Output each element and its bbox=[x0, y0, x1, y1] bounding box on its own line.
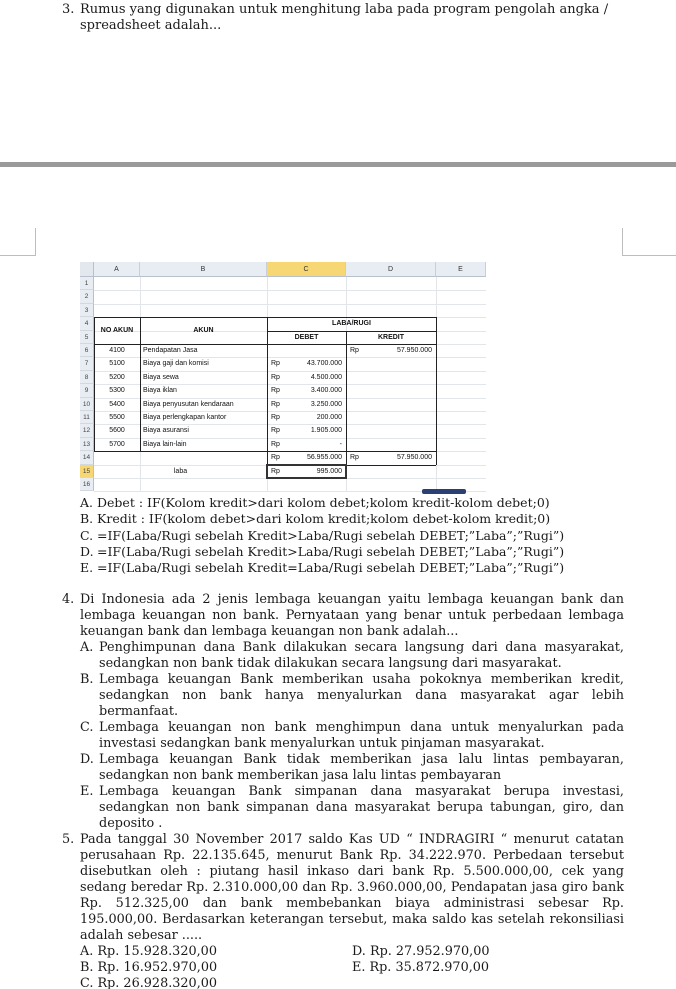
kredit-amount bbox=[366, 438, 432, 451]
option-letter: C. bbox=[80, 527, 94, 543]
total-debet: 56.955.000 bbox=[306, 454, 342, 462]
row-header-2: 2 bbox=[80, 290, 94, 303]
row-header-7: 7 bbox=[80, 357, 94, 370]
table-border bbox=[267, 331, 436, 332]
option-a[interactable]: A. Rp. 15.928.320,00 bbox=[80, 944, 217, 959]
crop-mark-left bbox=[0, 228, 36, 256]
kredit-currency: Rp bbox=[350, 347, 359, 354]
kredit-amount bbox=[366, 424, 432, 437]
debet-currency: Rp bbox=[271, 427, 280, 435]
total-kredit-currency: Rp bbox=[350, 454, 359, 462]
question-stem: Di Indonesia ada 2 jenis lembaga keuangan yaitu lembaga keuangan bank dan lembaga keuangan non bank. Pernyataan yang benar untuk perbedaan lembaga keuangan bank dan lembaga keuangan non bank adalah... bbox=[80, 592, 624, 639]
account-name: Biaya penyusutan kendaraan bbox=[143, 400, 234, 408]
debet-amount bbox=[287, 344, 342, 357]
question-3-header bbox=[62, 2, 642, 34]
option-c[interactable] bbox=[80, 528, 640, 544]
kredit-amount bbox=[366, 411, 432, 424]
account-number: 5100 bbox=[109, 360, 125, 368]
option-letter: A. bbox=[80, 640, 94, 655]
table-border bbox=[94, 317, 95, 451]
option-text: Debet : IF(Kolom kredit>dari kolom debet;kolom kredit-kolom debet;0) bbox=[97, 495, 550, 510]
page-divider bbox=[0, 162, 676, 167]
row-header-3: 3 bbox=[80, 304, 94, 317]
gridline bbox=[94, 290, 486, 291]
debet-amount: 3.250.000 bbox=[310, 400, 342, 408]
question-number: 5. bbox=[62, 832, 75, 847]
account-number: 5400 bbox=[109, 400, 125, 408]
question-text-line-1: Rumus yang digunakan untuk menghitung laba pada program pengolah angka / bbox=[80, 2, 609, 17]
option-text: Lembaga keuangan non bank menghimpun dana untuk menyalurkan pada investasi sedangkan bank menyalurkan untuk pinjaman masyarakat. bbox=[99, 720, 624, 751]
table-border bbox=[94, 451, 267, 452]
question-5 bbox=[62, 832, 624, 989]
total-debet-currency: Rp bbox=[271, 454, 280, 462]
option-d[interactable] bbox=[80, 752, 624, 784]
row-header-8: 8 bbox=[80, 371, 94, 384]
option-e[interactable] bbox=[80, 560, 640, 576]
debet-currency: Rp bbox=[271, 387, 280, 395]
row-header-16: 16 bbox=[80, 478, 94, 491]
debet-currency: Rp bbox=[271, 440, 280, 448]
header-kredit: KREDIT bbox=[377, 333, 405, 341]
table-border bbox=[436, 317, 437, 464]
laba-currency: Rp bbox=[271, 467, 280, 475]
account-name: Biaya perlengkapan kantor bbox=[143, 414, 227, 421]
account-name: Biaya sewa bbox=[143, 373, 179, 381]
table-border bbox=[140, 317, 141, 451]
question-3-options bbox=[80, 495, 640, 576]
question-4-options bbox=[62, 640, 624, 832]
option-letter: D. bbox=[80, 752, 94, 767]
option-letter: D. bbox=[80, 543, 94, 559]
option-d[interactable]: D. Rp. 27.952.970,00 bbox=[352, 944, 490, 959]
row-header-14: 14 bbox=[80, 451, 94, 464]
gridline bbox=[94, 304, 486, 305]
debet-currency: Rp bbox=[271, 400, 280, 408]
debet-amount: 200.000 bbox=[316, 414, 342, 421]
question-stem: Pada tanggal 30 November 2017 saldo Kas UD “ INDRAGIRI “ menurut catatan perusahaan Rp. 22.135.645, menurut Bank Rp. 34.222.970. Perbedaan tersebut disebutkan oleh : piutang hasil inkaso dari bank Rp. 5.500.000,00, cek yang sedang beredar Rp. 2.310.000,00 dan Rp. 3.960.000,00, Pendapatan jasa giro bank Rp. 512.325,00 dan bank membebankan biaya administrasi sebesar Rp. 195.000,00. Berdasarkan keterangan tersebut, maka saldo kas setelah rekonsiliasi adalah sebesar ..... bbox=[80, 832, 624, 943]
option-text: Lembaga keuangan Bank tidak memberikan jasa lalu lintas pembayaran, sedangkan non bank memberikan jasa lalu lintas pembayaran bbox=[99, 752, 624, 783]
answer-options bbox=[80, 944, 624, 989]
arrow-marker bbox=[422, 489, 466, 494]
question-4 bbox=[62, 592, 624, 832]
option-a[interactable] bbox=[80, 495, 640, 511]
account-number: 5200 bbox=[109, 373, 125, 381]
option-e[interactable]: E. Rp. 35.872.970,00 bbox=[352, 960, 490, 975]
option-b[interactable]: B. Rp. 16.952.970,00 bbox=[80, 960, 218, 975]
option-d[interactable] bbox=[80, 544, 640, 560]
account-name: Pendapatan Jasa bbox=[143, 347, 198, 354]
laba-amount: 995.000 bbox=[316, 467, 342, 475]
debet-currency: Rp bbox=[271, 414, 280, 421]
selected-cell bbox=[266, 464, 347, 479]
crop-mark-right bbox=[622, 228, 676, 256]
debet-amount: 4.500.000 bbox=[310, 373, 342, 381]
option-letter: A. bbox=[80, 495, 94, 510]
select-all-corner bbox=[80, 262, 94, 277]
debet-amount: 43.700.000 bbox=[306, 360, 342, 368]
option-e[interactable] bbox=[80, 784, 624, 832]
question-text-line-2: spreadsheet adalah... bbox=[80, 18, 222, 33]
row-header-15: 15 bbox=[80, 465, 94, 478]
row-header-5: 5 bbox=[80, 331, 94, 344]
header-debet: DEBET bbox=[294, 333, 319, 341]
account-number: 5300 bbox=[109, 387, 125, 395]
option-c[interactable]: C. Rp. 26.928.320,00 bbox=[80, 976, 218, 989]
row-header-1: 1 bbox=[80, 277, 94, 290]
table-border bbox=[267, 317, 268, 464]
option-text: Lembaga keuangan Bank simpanan dana masyarakat berupa investasi, sedangkan non bank simpanan dana masyarakat berupa tabungan, giro, dan deposito . bbox=[99, 784, 624, 831]
debet-currency: Rp bbox=[271, 373, 280, 381]
table-border bbox=[346, 331, 347, 465]
laba-label: laba bbox=[173, 467, 188, 475]
option-text: =IF(Laba/Rugi sebelah Kredit>Laba/Rugi sebelah DEBET;”Laba”;”Rugi”) bbox=[97, 543, 565, 559]
debet-currency: Rp bbox=[271, 360, 280, 368]
option-text: Lembaga keuangan Bank memberikan usaha pokoknya memberikan kredit, sedangkan non bank hanya menyalurkan dana masyarakat agar lebih bermanfaat. bbox=[99, 672, 624, 719]
column-header-a: A bbox=[94, 262, 140, 277]
question-number: 3. bbox=[62, 2, 75, 17]
option-letter: B. bbox=[80, 511, 94, 527]
table-border bbox=[267, 451, 436, 452]
column-header-c: C bbox=[267, 262, 346, 277]
row-header-6: 6 bbox=[80, 344, 94, 357]
row-header-9: 9 bbox=[80, 384, 94, 397]
option-text: Kredit : IF(kolom debet>dari kolom kredit;kolom debet-kolom kredit;0) bbox=[97, 511, 551, 527]
option-c[interactable] bbox=[80, 720, 624, 752]
kredit-amount bbox=[366, 384, 432, 397]
account-number: 4100 bbox=[109, 347, 125, 354]
kredit-amount: 57.950.000 bbox=[396, 347, 432, 354]
debet-amount: - bbox=[339, 440, 342, 448]
account-number: 5600 bbox=[109, 427, 125, 435]
header-akun: AKUN bbox=[193, 326, 214, 334]
table-border bbox=[94, 344, 436, 345]
total-kredit: 57.950.000 bbox=[396, 454, 432, 462]
question-number: 4. bbox=[62, 592, 75, 607]
option-b[interactable] bbox=[80, 672, 624, 720]
column-header-e: E bbox=[436, 262, 486, 277]
account-name: Biaya gaji dan komisi bbox=[143, 360, 209, 368]
option-letter: B. bbox=[80, 672, 94, 687]
row-header-4: 4 bbox=[80, 317, 94, 330]
option-b[interactable] bbox=[80, 511, 640, 527]
table-border bbox=[94, 317, 436, 318]
debet-amount: 1.905.000 bbox=[310, 427, 342, 435]
option-letter: C. bbox=[80, 720, 94, 735]
option-letter: E. bbox=[80, 784, 94, 799]
spreadsheet-image bbox=[80, 262, 486, 492]
option-text: Penghimpunan dana Bank dilakukan secara langsung dari dana masyarakat, sedangkan non bank tidak dilakukan secara langsung dari masyarakat. bbox=[99, 640, 624, 671]
option-a[interactable] bbox=[80, 640, 624, 672]
kredit-amount bbox=[366, 398, 432, 411]
debet-amount: 3.400.000 bbox=[310, 387, 342, 395]
row-header-13: 13 bbox=[80, 438, 94, 451]
account-name: Biaya iklan bbox=[143, 387, 177, 395]
account-number: 5500 bbox=[109, 414, 125, 421]
option-letter: E. bbox=[80, 560, 94, 576]
kredit-amount bbox=[366, 357, 432, 370]
option-text: =IF(Laba/Rugi sebelah Kredit=Laba/Rugi sebelah DEBET;”Laba”;”Rugi”) bbox=[97, 560, 565, 576]
option-text: =IF(Laba/Rugi sebelah Kredit>Laba/Rugi sebelah DEBET;”Laba”;”Rugi”) bbox=[97, 527, 565, 543]
account-name: Biaya lain-lain bbox=[143, 440, 187, 448]
kredit-amount bbox=[366, 371, 432, 384]
header-laba-rugi: LABA/RUGI bbox=[332, 320, 371, 328]
column-header-d: D bbox=[346, 262, 436, 277]
row-header-10: 10 bbox=[80, 398, 94, 411]
row-header-12: 12 bbox=[80, 424, 94, 437]
column-header-b: B bbox=[140, 262, 267, 277]
account-number: 5700 bbox=[109, 440, 125, 448]
header-no-akun: NO AKUN bbox=[100, 326, 134, 334]
row-header-11: 11 bbox=[80, 411, 94, 424]
account-name: Biaya asuransi bbox=[143, 427, 189, 435]
